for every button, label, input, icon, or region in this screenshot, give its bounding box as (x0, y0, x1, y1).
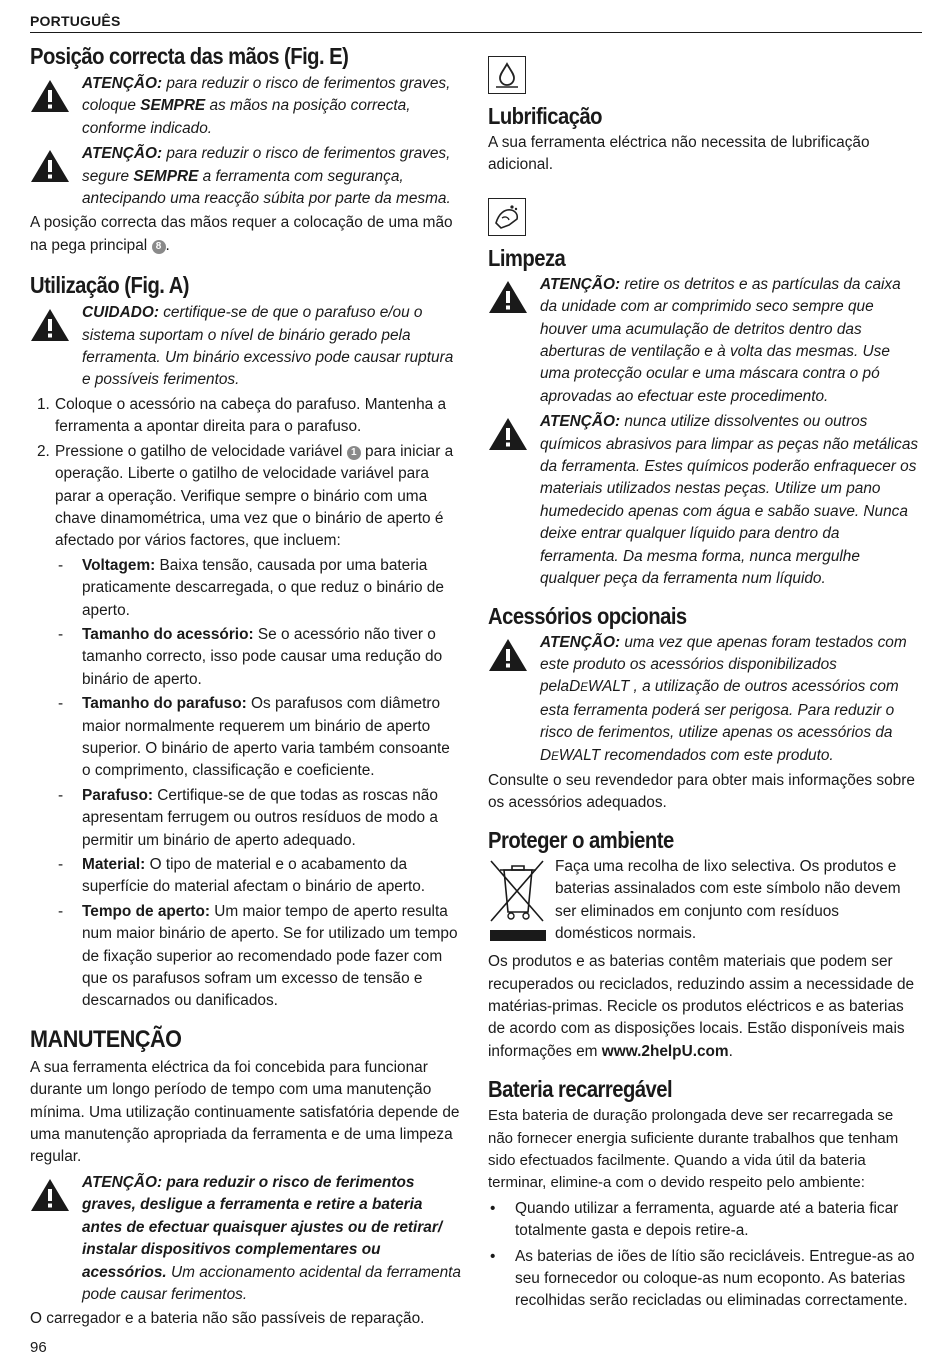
list-item: - Tamanho do acessório: Se o acessório não tiver o tamanho correcto, isso pode causar uma redução do binário de aperto. (58, 625, 443, 688)
list-item: - Parafuso: Certifique-se de que todas as roscas não apresentam ferrugem ou outros resíduos de modo a permitir um binário de aperto adequado. (58, 786, 438, 849)
list-item: - Voltagem: Baixa tensão, causada por uma bateria praticamente descarregada, o que reduz o binário de aperto. (58, 556, 444, 619)
usage-steps (30, 394, 462, 553)
factor-term: Material: (82, 856, 146, 873)
list-item: - Tempo de aperto: Um maior tempo de aperto resulta num maior binário de aperto. Se for utilizado um tempo de fixação superior ao recomendado pode fazer com que os parafusos sofram um excesso de tensão e descarnados ou danificados. (58, 902, 458, 1010)
bullet-text: As baterias de iões de lítio são recicláveis. Entregue-as ao seu fornecedor ou coloque-as num ecoponto. As baterias recolhidas serão recicladas ou eliminadas correctamente. (515, 1247, 915, 1310)
caution-text: certifique-se de que o parafuso e/ou o sistema suportam o nível de binário gerado pela ferramenta. Um binário excessivo pode causar ruptura e possíveis ferimentos. (82, 304, 454, 389)
list-item: • As baterias de iões de lítio são recicláveis. Entregue-as ao seu fornecedor ou coloque-as num ecoponto. As baterias recolhidas serão recicladas ou eliminadas correctamente. (488, 1246, 920, 1313)
factor-text: Baixa tensão, causada por uma bateria praticamente descarregada, o que reduz o binário de aperto. (82, 556, 444, 619)
list-item (30, 394, 462, 439)
battery-body: Esta bateria de duração prolongada deve ser recarregada se não fornecer energia suficiente durante trabalhos que tenham sido efectuados facilmente. Quando a vida útil da bateria terminar, elimine-a com o devido respeito pelo ambiente: (488, 1107, 899, 1192)
warning-emphasis: para reduzir o risco de ferimentos graves, desligue a ferramenta e retire a bateria antes de efectuar quaisquer ajustes ou de retirar/ instalar dispositivos complementares ou acessórios. (82, 1173, 443, 1281)
usage-title: Utilização (Fig. A) (30, 272, 190, 299)
caution-label: CUIDADO: (82, 304, 159, 322)
recycling-text: Faça uma recolha de lixo selectiva. Os produtos e baterias assinalados com este símbolo não devem ser eliminados em conjunto com resíduos domésticos normais. (555, 857, 901, 942)
step-number: 1. (37, 395, 50, 413)
warning-label: ATENÇÃO: (540, 275, 621, 293)
recycling-notice (488, 856, 920, 949)
warning-triangle-icon (30, 73, 82, 120)
website-link[interactable]: www.2helpU.com (601, 1042, 729, 1060)
warning-block (488, 632, 920, 768)
warning-block (30, 1172, 462, 1306)
warning-label: ATENÇÃO: (82, 1173, 163, 1191)
step-number: 2. (37, 442, 50, 460)
accessories-title: Acessórios opcionais (488, 602, 687, 629)
warning-label: ATENÇÃO: (540, 633, 621, 651)
warning-text: as mãos na posição correcta, conforme indicado. (82, 97, 411, 137)
accessories-body: Consulte o seu revendedor para obter mais informações sobre os acessórios adequados. (488, 771, 915, 812)
maintenance-title: MANUTENÇÃO (30, 1025, 182, 1053)
warning-text: para reduzir o risco de ferimentos graves, coloque (82, 75, 451, 115)
header-rule (30, 32, 922, 33)
factor-term: Tamanho do acessório: (82, 625, 254, 643)
warning-block (30, 143, 462, 210)
warning-triangle-icon (30, 143, 82, 190)
callout-badge: 8 (152, 240, 166, 254)
warning-text: para reduzir o risco de ferimentos graves, segure (82, 145, 451, 185)
brand-name: DEWALT (540, 746, 601, 764)
crossed-bin-icon (488, 856, 555, 949)
list-item: - Material: O tipo de material e o acabamento da superfície do material afectam o binário de aperto. (58, 856, 426, 896)
battery-title: Bateria recarregável (488, 1076, 673, 1103)
warning-text: retire os detritos e as partículas da caixa da unidade com ar comprimido seco sempre que houver uma acumulação de detritos dentro das aberturas de ventilação e à volta das mesmas. Use uma protecção ocular e uma máscara contra o pó aprovadas ao efectuar este procedimento. (540, 275, 901, 405)
factor-text: O tipo de material e o acabamento da superfície do material afectam o binário de aperto. (82, 856, 426, 896)
warning-text: uma vez que apenas foram testados com este produto os acessórios disponibilizados pela (540, 633, 907, 696)
warning-text: recomendados com este produto. (600, 746, 834, 764)
language-header: PORTUGUÊS (30, 13, 121, 29)
list-item (30, 441, 462, 553)
warning-label: ATENÇÃO: (540, 413, 621, 431)
caution-block (30, 302, 462, 392)
maintenance-note: O carregador e a bateria não são passíveis de reparação. (30, 1310, 425, 1328)
warning-triangle-icon (30, 1172, 82, 1219)
factor-text: Se o acessório não tiver o tamanho correcto, isso pode causar uma redução do binário de aperto. (82, 625, 443, 688)
warning-label: ATENÇÃO: (82, 75, 163, 92)
warning-triangle-icon (30, 302, 82, 349)
cleaning-title: Limpeza (488, 244, 566, 271)
cleaning-hand-icon (488, 198, 526, 236)
warning-triangle-icon (488, 411, 540, 458)
torque-factors (55, 555, 462, 1013)
warning-block (488, 274, 920, 408)
warning-emphasis: SEMPRE (133, 167, 199, 185)
hands-body: A posição correcta das mãos requer a colocação de uma mão na pega principal 8 . (30, 214, 453, 254)
factor-term: Tamanho do parafuso: (82, 695, 247, 713)
factor-term: Tempo de aperto: (82, 902, 210, 920)
warning-triangle-icon (488, 274, 540, 321)
environment-title: Proteger o ambiente (488, 826, 674, 853)
warning-block (488, 411, 920, 590)
factor-term: Voltagem: (82, 556, 156, 574)
warning-label: ATENÇÃO: (82, 145, 163, 163)
lubrication-body: A sua ferramenta eléctrica não necessita de lubrificação adicional. (488, 134, 870, 174)
warning-text: , a utilização de outros acessórios com esta ferramenta poderá ser perigosa. Para reduzir o risco de ferimentos, utilize apenas os acessórios da (540, 678, 899, 742)
battery-bullets (488, 1198, 920, 1313)
maintenance-body: A sua ferramenta eléctrica da foi concebida para funcionar durante um longo período de tempo com uma manutenção mínima. Uma utilização continuamente satisfatória depende de uma manutenção apropriada da ferramenta e de uma limpeza regular. (30, 1058, 460, 1166)
warning-text: Um accionamento acidental da ferramenta pode causar ferimentos. (82, 1263, 461, 1303)
list-item: • Quando utilizar a ferramenta, aguarde até a bateria ficar totalmente gasta e depois retire-a. (488, 1198, 920, 1243)
warning-triangle-icon (488, 632, 540, 679)
list-item: - Tamanho do parafuso: Os parafusos com diâmetro maior normalmente requerem um binário de aperto superior. O binário de aperto varia também consoante o comprimento, classificação e coeficiente. (58, 695, 450, 780)
bullet-text: Quando utilizar a ferramenta, aguarde até a bateria ficar totalmente gasta e depois retire-a. (515, 1199, 899, 1240)
warning-text: nunca utilize dissolventes ou outros químicos abrasivos para limpar as peças não metálicas da ferramenta. Estes químicos poderão enfraquecer os materiais utilizados nestas peças. Utilize um pano humedecido apenas com água e sabão suave. Nunca deixe entrar qualquer líquido para dentro da ferramenta. Da mesma forma, nunca mergulhe qualquer peça da ferramenta num líquido. (540, 413, 919, 588)
environment-body: Os produtos e as baterias contêm materiais que podem ser recuperados ou reciclados, reduzindo assim a necessidade de matérias-primas. Recicle os produtos eléctricos e as baterias de acordo com as disposições locais. Estão disponíveis mais informações em www.2helpU.com. (488, 953, 915, 1060)
factor-text: Um maior tempo de aperto resulta num maior binário de aperto. Se for utilizado um tempo de fixação superior ao recomendado pode fazer com que os parafusos sofram um excesso de tensão e descarnados ou danificados. (82, 902, 458, 1010)
step-text: Coloque o acessório na cabeça do parafuso. Mantenha a ferramenta a apontar direita para o parafuso. (55, 395, 447, 436)
warning-block (30, 73, 462, 140)
factor-term: Parafuso: (82, 786, 153, 804)
factor-text: Certifique-se de que todas as roscas não apresentam ferrugem ou outros resíduos de modo a permitir um binário de aperto adequado. (82, 786, 438, 849)
callout-badge: 1 (347, 446, 361, 460)
lubrication-title: Lubrificação (488, 103, 603, 129)
oil-drop-icon (488, 56, 526, 94)
right-column (488, 36, 920, 1316)
page-number: 96 (30, 1339, 47, 1356)
left-column (30, 36, 462, 1331)
brand-name: DEWALT (569, 678, 630, 696)
warning-emphasis: SEMPRE (140, 97, 206, 115)
factor-text: Os parafusos com diâmetro maior normalmente requerem um binário de aperto superior. O binário de aperto varia também consoante o comprimento, classificação e coeficiente. (82, 695, 450, 780)
step-text: Pressione o gatilho de velocidade variável 1 para iniciar a operação. Liberte o gatilho de velocidade variável para parar a operação. Verifique sempre o binário com uma chave dinamométrica, uma vez que o binário de aperto é afectado por vários factores, que incluem: (55, 442, 454, 550)
hands-title: Posição correcta das mãos (Fig. E) (30, 43, 349, 69)
warning-text: a ferramenta com segurança, antecipando uma reacção súbita por parte da mesma. (82, 167, 451, 208)
